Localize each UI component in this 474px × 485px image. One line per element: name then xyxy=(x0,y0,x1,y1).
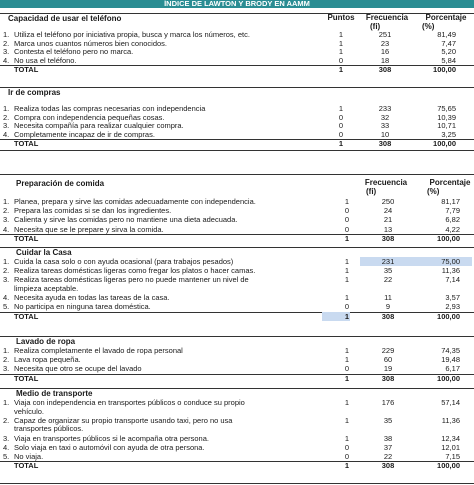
item-number: 1. xyxy=(3,398,10,407)
item-frecuencia: 229 xyxy=(381,346,395,355)
item-porcentaje: 7,79 xyxy=(445,206,460,216)
item-frecuencia: 22 xyxy=(383,275,393,285)
item-puntos: 1 xyxy=(338,138,344,148)
item-porcentaje: 100,00 xyxy=(433,138,456,148)
header-pct: (%) xyxy=(422,22,435,31)
item-number: 1. xyxy=(3,346,10,355)
item-text: No usa el teléfono. xyxy=(14,56,77,66)
item-porcentaje: 7,14 xyxy=(445,275,460,285)
header-porcentaje: Porcentaje xyxy=(429,178,471,187)
item-number: 4. xyxy=(3,293,10,303)
header-fi: (fi) xyxy=(370,22,381,31)
item-number: 2. xyxy=(3,112,10,122)
item-frecuencia: 32 xyxy=(380,112,390,122)
item-text: Calienta y sirve las comidas pero no mantiene una dieta adecuada. xyxy=(14,215,238,225)
header-porcentaje: Porcentaje xyxy=(425,13,467,22)
item-number: 3. xyxy=(3,364,10,374)
item-puntos: 1 xyxy=(338,30,344,39)
item-number: 2. xyxy=(3,38,10,48)
item-porcentaje: 12,34 xyxy=(441,433,460,443)
header-fi: (fi) xyxy=(366,187,377,196)
item-porcentaje: 100,00 xyxy=(437,311,460,321)
item-text: Prepara las comidas si se dan los ingredientes. xyxy=(14,206,172,216)
item-porcentaje: 100,00 xyxy=(433,64,456,74)
table-top xyxy=(0,174,474,175)
item-frecuencia: 231 xyxy=(381,257,395,266)
item-frecuencia: 37 xyxy=(383,442,393,452)
table-bottom xyxy=(0,150,474,151)
item-frecuencia: 233 xyxy=(378,104,392,113)
item-number: 1. xyxy=(3,257,10,266)
item-porcentaje: 57,14 xyxy=(441,398,460,407)
item-puntos: 0 xyxy=(338,112,344,122)
item-puntos: 1 xyxy=(344,266,350,276)
item-frecuencia: 23 xyxy=(380,38,390,48)
item-puntos: 1 xyxy=(344,461,350,471)
item-number: 3. xyxy=(3,275,10,285)
item-frecuencia: 24 xyxy=(383,206,393,216)
item-porcentaje: 81,49 xyxy=(437,30,456,39)
item-porcentaje: 7,47 xyxy=(441,38,456,48)
header-frecuencia: Frecuencia xyxy=(364,178,408,187)
item-text: No participa en ninguna tarea doméstica. xyxy=(14,302,151,312)
item-puntos: 1 xyxy=(338,64,344,74)
item-text: Marca unos cuantos números bien conocidos. xyxy=(14,38,168,48)
item-puntos: 1 xyxy=(344,433,350,443)
item-frecuencia: 19 xyxy=(383,364,393,374)
item-text: Planea, prepara y sirve las comidas adecuadamente con independencia. xyxy=(14,197,256,206)
item-text: Necesita ayuda en todas las tareas de la casa. xyxy=(14,293,170,303)
section-title: Lavado de ropa xyxy=(16,337,76,346)
item-puntos: 0 xyxy=(344,206,350,216)
item-number: 5. xyxy=(3,452,10,461)
total-label: TOTAL xyxy=(14,64,39,74)
section-title: Ir de compras xyxy=(8,88,61,97)
item-puntos: 1 xyxy=(344,275,350,285)
total-label: TOTAL xyxy=(14,373,39,383)
section-title: Preparación de comida xyxy=(16,179,105,188)
item-text: Utiliza el teléfono por iniciativa propia, busca y marca los números, etc. xyxy=(14,30,250,39)
item-porcentaje: 3,25 xyxy=(441,130,456,140)
section-title: Medio de transporte xyxy=(16,389,93,398)
item-text: Realiza todas las compras necesarias con independencia xyxy=(14,104,206,113)
header-puntos: Puntos xyxy=(327,13,355,22)
item-text: Realiza completamente el lavado de ropa personal xyxy=(14,346,183,355)
section-title: Capacidad de usar el teléfono xyxy=(8,14,122,23)
item-porcentaje: 75,00 xyxy=(441,257,460,266)
item-text: Completamente incapaz de ir de compras. xyxy=(14,130,155,140)
item-puntos: 1 xyxy=(344,233,350,243)
total-label: TOTAL xyxy=(14,138,39,148)
item-puntos: 1 xyxy=(344,257,350,266)
item-frecuencia: 35 xyxy=(383,415,393,425)
item-number: 3. xyxy=(3,433,10,443)
item-frecuencia: 308 xyxy=(381,373,395,383)
item-porcentaje: 3,57 xyxy=(445,293,460,303)
item-number: 1. xyxy=(3,197,10,206)
item-puntos: 1 xyxy=(344,293,350,303)
item-text: limpieza aceptable. xyxy=(14,284,79,293)
item-porcentaje: 10,39 xyxy=(437,112,456,122)
item-porcentaje: 100,00 xyxy=(437,373,460,383)
item-frecuencia: 60 xyxy=(383,355,393,365)
item-text: Realiza tareas domésticas ligeras como fregar los platos o hacer camas. xyxy=(14,266,256,276)
item-text: Viaja con independencia en transportes públicos o conduce su propio xyxy=(14,398,245,407)
item-frecuencia: 35 xyxy=(383,266,393,276)
item-frecuencia: 10 xyxy=(380,130,390,140)
item-porcentaje: 81,17 xyxy=(441,197,460,206)
item-puntos: 0 xyxy=(344,215,350,225)
item-number: 1. xyxy=(3,104,10,113)
item-frecuencia: 22 xyxy=(383,452,393,461)
item-frecuencia: 9 xyxy=(385,302,391,312)
item-frecuencia: 16 xyxy=(380,47,390,57)
item-text: Necesita compañía para realizar cualquier compra. xyxy=(14,121,184,131)
total-divider xyxy=(0,139,474,140)
item-puntos: 1 xyxy=(338,104,344,113)
item-frecuencia: 11 xyxy=(384,293,392,303)
item-porcentaje: 12,01 xyxy=(441,442,460,452)
item-puntos: 1 xyxy=(344,346,350,355)
item-porcentaje: 4,22 xyxy=(445,224,460,234)
total-label: TOTAL xyxy=(14,461,39,471)
item-number: 2. xyxy=(3,415,10,425)
item-text: vehículo. xyxy=(14,406,45,416)
item-frecuencia: 21 xyxy=(383,215,393,225)
item-porcentaje: 100,00 xyxy=(437,233,460,243)
item-frecuencia: 18 xyxy=(380,56,390,66)
item-text: transportes públicos. xyxy=(14,424,84,434)
section-title: Cuidar la Casa xyxy=(16,248,72,257)
item-text: Viaja en transportes públicos si le acompaña otra persona. xyxy=(14,433,209,443)
total-divider xyxy=(0,65,474,66)
item-puntos: 1 xyxy=(344,398,350,407)
item-porcentaje: 2,93 xyxy=(445,302,460,312)
item-number: 2. xyxy=(3,206,10,216)
section-divider xyxy=(0,87,474,88)
item-puntos: 0 xyxy=(344,364,350,374)
item-puntos: 1 xyxy=(338,38,344,48)
item-porcentaje: 5,84 xyxy=(441,56,456,66)
total-label: TOTAL xyxy=(14,311,39,321)
item-number: 3. xyxy=(3,215,10,225)
item-number: 5. xyxy=(3,302,10,312)
item-porcentaje: 6,17 xyxy=(445,364,460,374)
item-text: Solo viaja en taxi o automóvil con ayuda de otra persona. xyxy=(14,442,205,452)
item-number: 4. xyxy=(3,442,10,452)
item-porcentaje: 11,36 xyxy=(441,415,460,425)
item-porcentaje: 7,15 xyxy=(445,452,460,461)
item-text: Necesita que otro se ocupe del lavado xyxy=(14,364,142,374)
table-title: ÍNDICE DE LAWTON Y BRODY EN AAMM xyxy=(0,0,474,8)
item-number: 1. xyxy=(3,30,10,39)
item-porcentaje: 10,71 xyxy=(437,121,456,131)
item-puntos: 1 xyxy=(338,47,344,57)
item-porcentaje: 11,36 xyxy=(441,266,460,276)
item-porcentaje: 5,20 xyxy=(441,47,456,57)
item-puntos: 1 xyxy=(344,311,350,321)
item-puntos: 0 xyxy=(338,121,344,131)
item-frecuencia: 176 xyxy=(381,398,395,407)
total-label: TOTAL xyxy=(14,233,39,243)
item-puntos: 0 xyxy=(338,56,344,66)
item-frecuencia: 308 xyxy=(381,311,395,321)
item-puntos: 0 xyxy=(344,302,350,312)
item-puntos: 1 xyxy=(344,355,350,365)
item-number: 2. xyxy=(3,266,10,276)
header-frecuencia: Frecuencia xyxy=(365,13,409,22)
item-text: Capaz de organizar su propio transporte usando taxi, pero no usa xyxy=(14,415,233,425)
table-bottom xyxy=(0,483,474,484)
item-number: 3. xyxy=(3,121,10,131)
item-frecuencia: 33 xyxy=(380,121,390,131)
item-text: Necesita que se le prepare y sirva la comida. xyxy=(14,224,164,234)
item-text: Contesta el teléfono pero no marca. xyxy=(14,47,134,57)
item-puntos: 1 xyxy=(344,197,350,206)
item-puntos: 1 xyxy=(344,373,350,383)
item-text: Cuida la casa solo o con ayuda ocasional (para trabajos pesados) xyxy=(14,257,234,266)
item-puntos: 0 xyxy=(344,442,350,452)
item-number: 4. xyxy=(3,224,10,234)
item-frecuencia: 250 xyxy=(381,197,395,206)
item-puntos: 0 xyxy=(338,130,344,140)
item-frecuencia: 308 xyxy=(378,64,392,74)
item-number: 4. xyxy=(3,130,10,140)
item-puntos: 0 xyxy=(344,224,350,234)
item-text: Lava ropa pequeña. xyxy=(14,355,81,365)
item-text: Realiza tareas domésticas ligeras pero no puede mantener un nivel de xyxy=(14,275,249,285)
item-text: Compra con independencia pequeñas cosas. xyxy=(14,112,165,122)
item-text: No viaja. xyxy=(14,452,44,461)
item-frecuencia: 308 xyxy=(381,461,395,471)
item-porcentaje: 75,65 xyxy=(437,104,456,113)
item-puntos: 1 xyxy=(344,415,350,425)
item-porcentaje: 100,00 xyxy=(437,461,460,471)
header-pct: (%) xyxy=(427,187,440,196)
item-porcentaje: 6,82 xyxy=(445,215,460,225)
item-frecuencia: 308 xyxy=(378,138,392,148)
item-porcentaje: 19,48 xyxy=(441,355,460,365)
item-porcentaje: 74,35 xyxy=(441,346,460,355)
item-frecuencia: 38 xyxy=(383,433,393,443)
item-number: 2. xyxy=(3,355,10,365)
item-puntos: 0 xyxy=(344,452,350,461)
item-frecuencia: 13 xyxy=(383,224,393,234)
item-number: 3. xyxy=(3,47,10,57)
item-number: 4. xyxy=(3,56,10,66)
item-frecuencia: 308 xyxy=(381,233,395,243)
item-frecuencia: 251 xyxy=(378,30,392,39)
